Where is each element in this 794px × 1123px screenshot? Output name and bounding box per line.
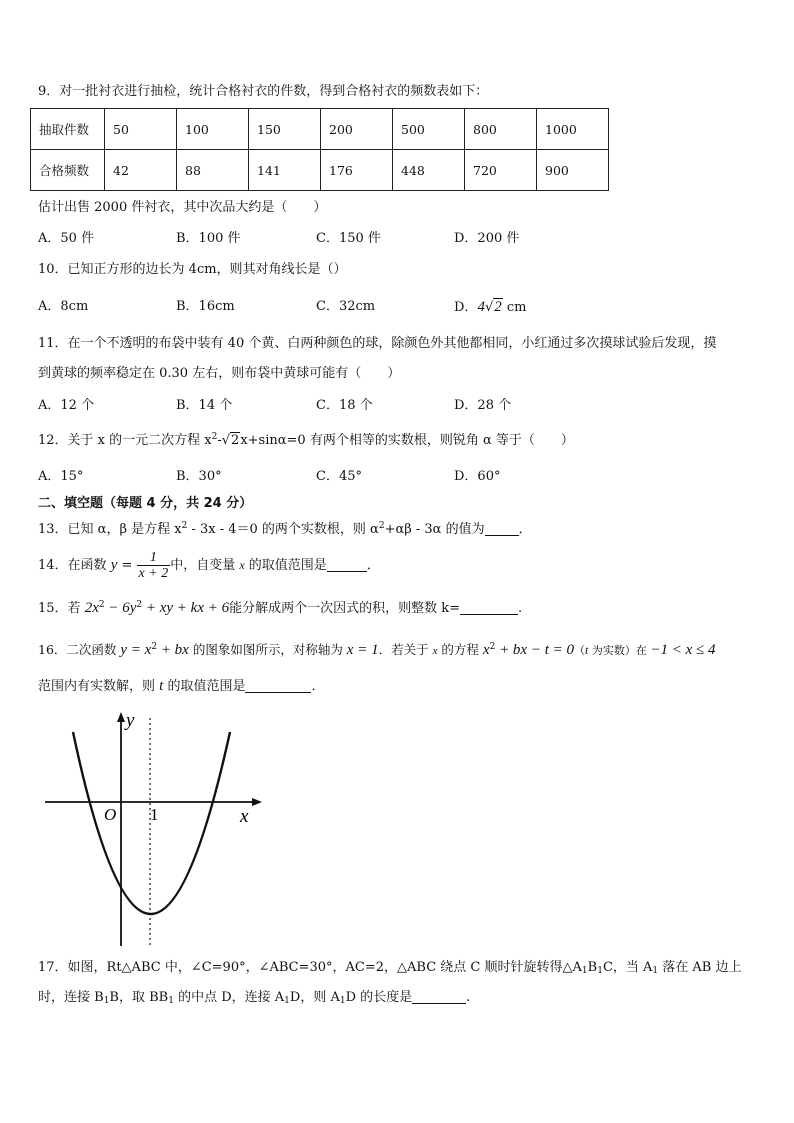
- answer-blank[interactable]: [485, 521, 519, 536]
- q16-stem-line2: 范围内有实数解，则 t 的取值范围是 ．: [38, 678, 325, 694]
- parabola-graph: [40, 706, 270, 951]
- q13-stem: 13．已知 α，β 是方程 $x^2 - 3x - 4=0$ 的两个实数根，则 $\alpha^2+\alpha\beta - 3\alpha$ 的值为 ．: [38, 521, 532, 537]
- section-heading: 二、填空题（每题 4 分，共 24 分）: [38, 496, 253, 511]
- sqrt-symbol: √2: [221, 433, 240, 448]
- table-cell: 800: [465, 109, 537, 150]
- tick-label: 1: [150, 805, 159, 824]
- answer-blank[interactable]: [460, 600, 518, 615]
- x-axis-arrow: [252, 798, 262, 806]
- q12-option-c: C．45°: [316, 469, 362, 484]
- q10-stem: 10．已知正方形的边长为 4cm，则其对角线长是（）: [38, 262, 347, 277]
- q10-option-d: D．4√2 cm: [454, 297, 526, 318]
- q9-option-c: C．150 件: [316, 231, 381, 246]
- y-axis-arrow: [117, 712, 125, 722]
- table-row: [31, 109, 609, 150]
- q17-line1: 17．如图，Rt△ABC 中，∠C=90°，∠ABC=30°，AC=2，△ABC 绕点 C 顺时针旋转得$\triangle A_1B_1C$，当 $A_1$ 落在 AB 边上: [38, 960, 742, 976]
- answer-blank[interactable]: [327, 557, 367, 572]
- answer-blank[interactable]: [245, 678, 311, 693]
- table-cell: 500: [393, 109, 465, 150]
- q11-option-b: B．14 个: [176, 398, 233, 413]
- q10-option-a: A．8cm: [38, 299, 89, 314]
- y-axis-label: y: [126, 710, 135, 731]
- table-cell: 141: [249, 150, 321, 191]
- q12-option-b: B．30°: [176, 469, 222, 484]
- table-cell: 448: [393, 150, 465, 191]
- q9-option-d: D．200 件: [454, 231, 520, 246]
- q12-stem: 12．关于 x 的一元二次方程 $x^2-√2x+\sin\alpha=0$ 有两个相等的实数根，则锐角 α 等于（ ）: [38, 431, 574, 451]
- table-cell: 176: [321, 150, 393, 191]
- q11-line2: 到黄球的频率稳定在 0.30 左右，则布袋中黄球可能有（ ）: [38, 366, 401, 381]
- q11-option-c: C．18 个: [316, 398, 373, 413]
- q11-option-d: D．28 个: [454, 398, 512, 413]
- q12-option-d: D．60°: [454, 469, 501, 484]
- x-axis-label: x: [240, 806, 249, 827]
- table-row: [31, 150, 609, 191]
- origin-label: O: [104, 805, 117, 824]
- q17-line2: 时，连接 $B_1B$，取 $BB_1$ 的中点 D，连接 $A_1D$，则 $A_1D$ 的长度是 .: [38, 990, 471, 1006]
- q14-stem: 14．在函数 y = $\frac{1}{x + 2}$ 中，自变量 x 的取值范围是 ．: [38, 550, 380, 581]
- table-cell: 1000: [537, 109, 609, 150]
- table-cell: 720: [465, 150, 537, 191]
- q15-stem: 15．若 $2x^2 - 6y^2$ + xy + kx + 6能分解成两个一次因式的积，则整数 k= .: [38, 600, 523, 616]
- fraction: $\frac{1}{x + 2}$: [138, 550, 169, 581]
- q9-option-a: A．50 件: [38, 231, 95, 246]
- table-cell: 900: [537, 150, 609, 191]
- q9-question: 估计出售 2000 件衬衣，其中次品大约是（ ）: [38, 200, 327, 215]
- table-cell: 50: [105, 109, 177, 150]
- table-header-cell: 合格频数: [31, 150, 105, 191]
- table-cell: 100: [177, 109, 249, 150]
- q11-option-a: A．12 个: [38, 398, 95, 413]
- table-cell: 88: [177, 150, 249, 191]
- q12-option-a: A．15°: [38, 469, 84, 484]
- answer-blank[interactable]: [412, 989, 466, 1004]
- table-cell: 150: [249, 109, 321, 150]
- q16-stem-line1: 16．二次函数 $y = x^2$ + bx 的图象如图所示，对称轴为 x = 1．若关于 x 的方程 $x^2$ + bx − t = 0（t 为实数）在 −1 < x ≤ 4: [38, 642, 716, 658]
- q9-option-b: B．100 件: [176, 231, 241, 246]
- table-cell: 200: [321, 109, 393, 150]
- table-cell: 42: [105, 150, 177, 191]
- q10-option-b: B．16cm: [176, 299, 235, 314]
- q10-option-c: C．32cm: [316, 299, 376, 314]
- sqrt-symbol: √2: [484, 299, 502, 315]
- q9-stem: 9．对一批衬衣进行抽检，统计合格衬衣的件数，得到合格衬衣的频数表如下：: [38, 84, 489, 99]
- table-header-cell: 抽取件数: [31, 109, 105, 150]
- frequency-table: [30, 108, 609, 191]
- q11-line1: 11．在一个不透明的布袋中装有 40 个黄、白两种颜色的球，除颜色外其他都相同，小红通过多次摸球试验后发现，摸: [38, 336, 717, 351]
